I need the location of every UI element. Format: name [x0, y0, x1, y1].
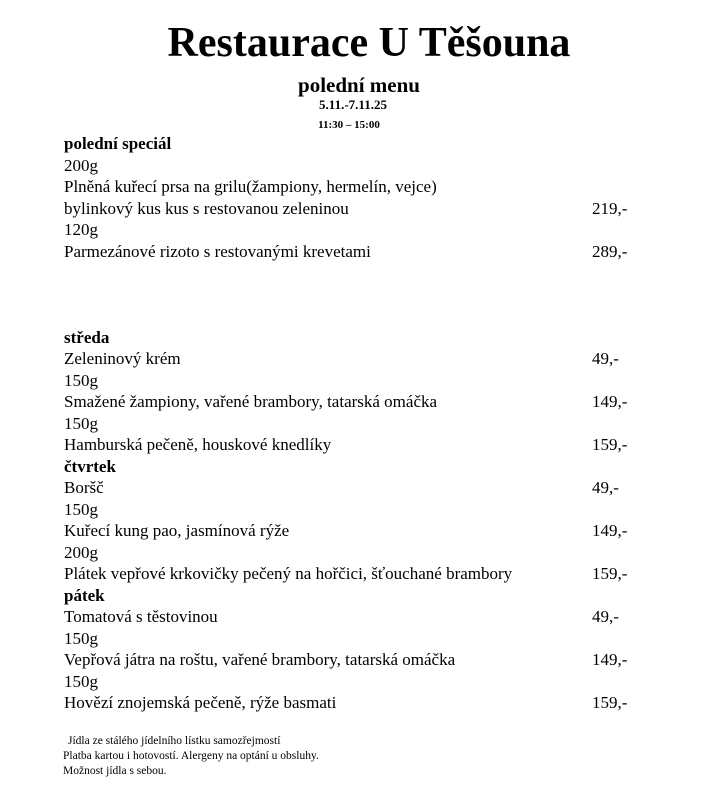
day-heading: pátek [64, 585, 105, 605]
dish-price: 149,- [592, 650, 628, 669]
dish-name: Hamburská pečeně, houskové knedlíky [64, 435, 332, 454]
specials-heading: polední speciál [64, 134, 172, 153]
dish-name: Plátek vepřové krkovičky pečený na hořčici, šťouchané brambory [64, 564, 513, 583]
footer-note: Platba kartou i hotovostí. Alergeny na optání u obsluhy. [63, 750, 319, 762]
menu-item [64, 520, 664, 542]
dish-price: 49,- [592, 607, 619, 626]
footer-note: Možnost jídla s sebou. [63, 765, 167, 777]
menu-hours: 11:30 – 15:00 [318, 119, 380, 131]
menu-item [64, 606, 664, 628]
dish-name: Parmezánové rizoto s restovanými krevetami [64, 241, 371, 261]
dish-name: Boršč [64, 478, 104, 497]
dish-name: Kuřecí kung pao, jasmínová rýže [64, 521, 290, 540]
menu-item [64, 391, 664, 413]
dish-portion: 150g [64, 413, 98, 433]
dish-price: 49,- [592, 478, 619, 497]
dish-name: Smažené žampiony, vařené brambory, tatarská omáčka [64, 392, 438, 411]
dish-portion: 150g [64, 628, 98, 648]
dish-price: 159,- [592, 693, 628, 712]
dish-price: 219,- [592, 198, 628, 218]
section-spacer [64, 262, 664, 327]
specials-portion: 120g [64, 220, 98, 239]
menu-item [64, 434, 664, 456]
restaurant-title: Restaurace U Těšouna [167, 20, 571, 66]
menu-list [64, 133, 664, 714]
dish-price: 149,- [592, 521, 628, 540]
dish-portion: 150g [64, 370, 98, 390]
dish-name: Zeleninový krém [64, 349, 181, 368]
specials-dish-line [64, 198, 664, 220]
dish-price: 149,- [592, 392, 628, 411]
dish-price: 49,- [592, 349, 619, 368]
specials-dish-line [64, 241, 664, 263]
menu-item [64, 477, 664, 499]
dish-price: 159,- [592, 435, 628, 454]
menu-item [64, 649, 664, 671]
menu-dates: 5.11.-7.11.25 [319, 97, 387, 112]
dish-price: 289,- [592, 241, 628, 261]
footer-notes [63, 734, 319, 779]
specials-dish-text: Plněná kuřecí prsa na grilu(žampiony, hermelín, vejce) [64, 177, 437, 196]
footer-note: Jídla ze stálého jídelního lístku samozřejmostí [68, 735, 281, 747]
dish-name: bylinkový kus kus s restovanou zeleninou [64, 198, 349, 218]
menu-item [64, 692, 664, 714]
dish-portion: 200g [64, 542, 98, 562]
dish-name: Hovězí znojemská pečeně, rýže basmati [64, 693, 337, 712]
dish-name: Vepřová játra na roštu, vařené brambory, tatarská omáčka [64, 650, 456, 669]
specials-portion: 200g [64, 155, 98, 175]
menu-item [64, 563, 664, 585]
dish-price: 159,- [592, 564, 628, 583]
dish-portion: 150g [64, 671, 98, 691]
menu-subtitle: polední menu [298, 73, 420, 97]
dish-name: Tomatová s těstovinou [64, 607, 218, 626]
day-heading: středa [64, 327, 110, 347]
day-heading: čtvrtek [64, 456, 116, 476]
menu-item [64, 348, 664, 370]
dish-portion: 150g [64, 499, 98, 519]
